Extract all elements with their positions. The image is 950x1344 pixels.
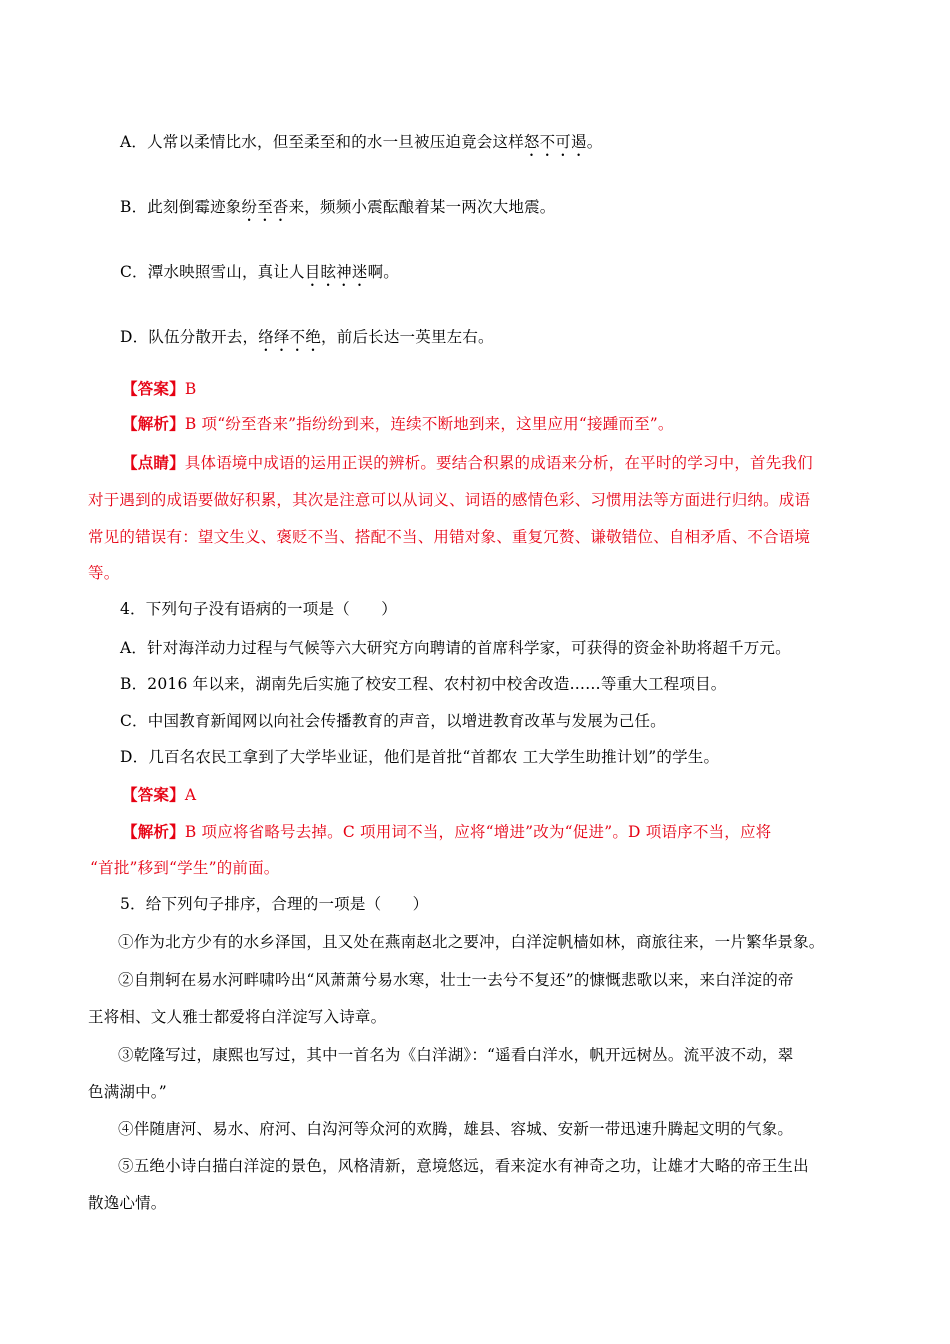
- q4-option-b: B．2016 年以来，湖南先后实施了校安工程、农村初中校舍改造……等重大工程项目。: [120, 675, 727, 693]
- q3-answer-label: 【答案】: [122, 379, 185, 398]
- q4-option-d: D．几百名农民工拿到了大学毕业证，他们是首批“首都农 工大学生助推计划”的学生。: [120, 748, 720, 766]
- q4-answer: [122, 784, 196, 806]
- q4-answer-label: 【答案】: [122, 785, 185, 804]
- q5-sentence-3-line-2: 色满湖中。”: [88, 1083, 167, 1101]
- q3-option-d: [120, 326, 494, 355]
- q4-analysis-label: 【解析】: [122, 822, 185, 841]
- q5-sentence-1: ①作为北方少有的水乡泽国，且又处在燕南赵北之要冲，白洋淀帆樯如林，商旅往来，一片繁华景象。: [118, 933, 825, 951]
- q5-sentence-2-line-2: 王将相、文人雅士都爱将白洋淀写入诗章。: [88, 1008, 387, 1026]
- q3-option-d-text: D．队伍分散开去，: [120, 328, 259, 346]
- q4-option-a: A．针对海洋动力过程与气候等六大研究方向聘请的首席科学家，可获得的资金补助将超千万元。: [120, 639, 791, 657]
- q3-option-c-text: C．潭水映照雪山，真让人: [120, 263, 305, 281]
- q5-sentence-2-line-1: ②自荆轲在易水河畔啸吟出“风萧萧兮易水寒，壮士一去兮不复还”的慷慨悲歌以来，来白洋淀的帝: [118, 971, 794, 989]
- q5-sentence-5-line-2: 散逸心情。: [88, 1194, 167, 1212]
- q3-option-d-idiom: 络绎不绝: [258, 328, 322, 346]
- q4-analysis-line-1: [122, 821, 771, 843]
- q3-analysis-label: 【解析】: [122, 414, 185, 433]
- q3-option-b-idiom: 纷至沓: [241, 198, 289, 216]
- q3-option-c-idiom: 目眩神迷: [304, 263, 368, 281]
- q3-option-d-end: ，前后长达一英里左右。: [321, 328, 494, 346]
- q4-analysis-line-2: “首批”移到“学生”的前面。: [90, 859, 280, 877]
- q3-answer: [122, 378, 196, 400]
- q3-option-a-text: A．人常以柔情比水，但至柔至和的水一旦被压迫竟会这样: [120, 133, 524, 151]
- q4-stem: 4．下列句子没有语病的一项是（ ）: [120, 600, 397, 618]
- q5-stem: 5．给下列句子排序，合理的一项是（ ）: [120, 895, 429, 913]
- q3-option-a-idiom: 怒不可遏: [523, 133, 587, 151]
- q4-option-c: C．中国教育新闻网以向社会传播教育的声音，以增进教育改革与发展为己任。: [120, 712, 666, 730]
- q3-option-c: [120, 261, 399, 290]
- q3-comment-line-2: 对于遇到的成语要做好积累，其次是注意可以从词义、词语的感情色彩、习惯用法等方面进行归纳。成语: [88, 491, 811, 509]
- q3-comment-line-4: 等。: [88, 564, 120, 582]
- q5-sentence-4: ④伴随唐河、易水、府河、白沟河等众河的欢腾，雄县、容城、安新一带迅速升腾起文明的气象。: [118, 1120, 794, 1138]
- q3-analysis: [122, 413, 674, 435]
- q3-option-b-end: 来，频频小震酝酿着某一两次大地震。: [288, 198, 556, 216]
- q3-comment-label: 【点睛】: [122, 453, 185, 472]
- q3-analysis-text: B 项“纷至沓来”指纷纷到来，连续不断地到来，这里应用“接踵而至”。: [184, 415, 674, 433]
- q3-comment-line-3: 常见的错误有：望文生义、褒贬不当、搭配不当、用错对象、重复冗赘、谦敬错位、自相矛盾、不合语境: [88, 528, 811, 546]
- q3-option-a-end: 。: [586, 133, 603, 151]
- q3-comment-text-1: 具体语境中成语的运用正误的辨析。要结合积累的成语来分析，在平时的学习中，首先我们: [184, 454, 813, 472]
- q3-option-a: [120, 131, 602, 160]
- q3-option-b: [120, 196, 556, 225]
- q4-answer-value: A: [184, 786, 197, 804]
- q3-option-b-text: B．此刻倒霉迹象: [120, 198, 242, 216]
- q3-option-c-end: 啊。: [367, 263, 399, 281]
- q4-analysis-text-1: B 项应将省略号去掉。C 项用词不当，应将“增进”改为“促进”。D 项语序不当，应将: [184, 823, 772, 841]
- q5-sentence-3-line-1: ③乾隆写过，康熙也写过，其中一首名为《白洋湖》：“遥看白洋水，帆开远树丛。流平波不动，翠: [118, 1046, 794, 1064]
- q5-sentence-5-line-1: ⑤五绝小诗白描白洋淀的景色，风格清新，意境悠远，看来淀水有神奇之功，让雄才大略的帝王生出: [118, 1157, 809, 1175]
- q3-answer-value: B: [184, 380, 197, 398]
- q3-comment-line-1: [122, 452, 813, 474]
